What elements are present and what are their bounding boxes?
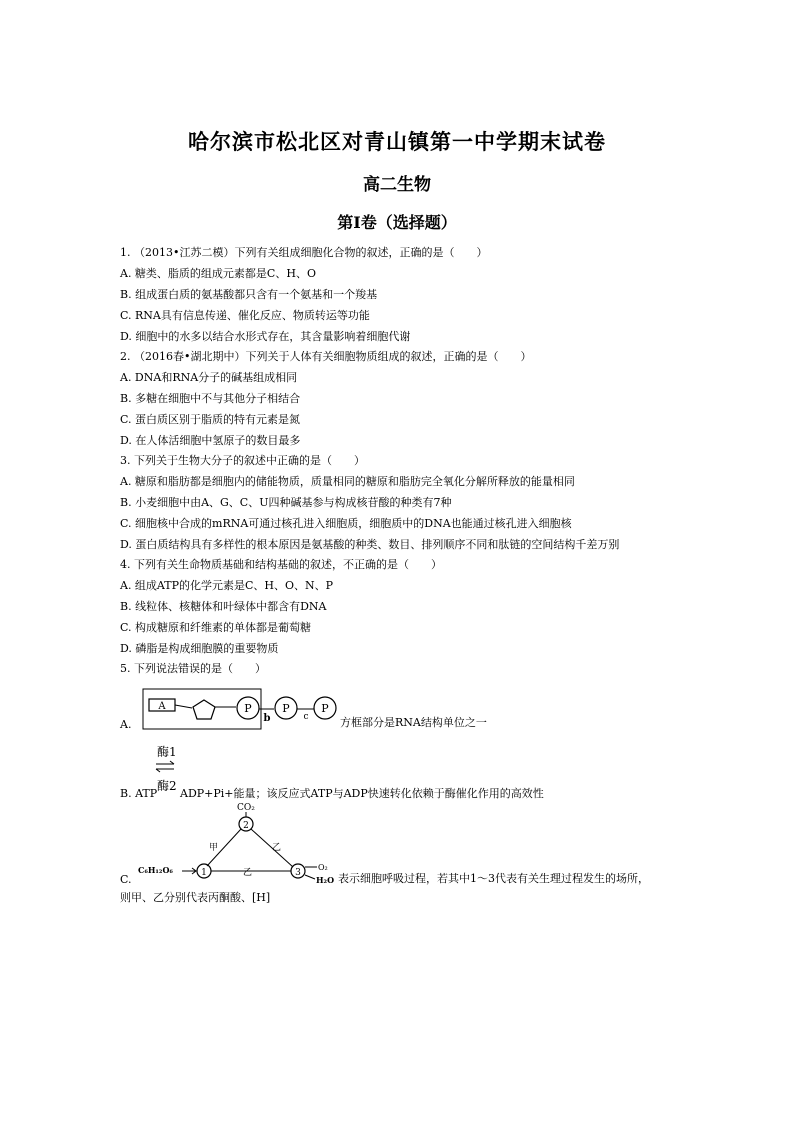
question-2-stem: 2. （2016春•湖北期中）下列关于人体有关细胞物质组成的叙述，正确的是（ ）: [120, 350, 532, 363]
bond-b-label: b: [263, 713, 271, 724]
question-3-stem: 3. 下列关于生物大分子的叙述中正确的是（ ）: [120, 454, 365, 467]
question-5-option-c-text-cont: 则甲、乙分别代表丙酮酸、[H]: [120, 891, 271, 904]
section-title: 第I卷（选择题）: [337, 213, 457, 232]
question-4-option-c: C. 构成糖原和纤维素的单体都是葡萄糖: [120, 621, 312, 634]
svg-text:1: 1: [201, 868, 207, 878]
respiration-diagram: [135, 800, 343, 886]
question-3-option-b: B. 小麦细胞中由A、G、C、U四种碱基参与构成核苷酸的种类有7种: [120, 496, 452, 509]
question-5-stem: 5. 下列说法错误的是（ ）: [120, 662, 266, 675]
question-1-option-b: B. 组成蛋白质的氨基酸都只含有一个氨基和一个羧基: [120, 288, 378, 301]
school-title: 哈尔滨市松北区对青山镇第一中学期末试卷: [188, 129, 606, 154]
enzyme-2-label: 酶2: [157, 779, 177, 793]
jia-label: 甲: [209, 843, 219, 853]
svg-text:P: P: [244, 702, 252, 715]
question-5-option-a-prefix: A.: [120, 718, 132, 731]
co2-label: CO₂: [237, 803, 255, 813]
question-4-option-d: D. 磷脂是构成细胞膜的重要物质: [120, 642, 279, 655]
yi-label-lower: 乙: [243, 868, 253, 878]
question-2-option-a: A. DNA和RNA分子的碱基组成相同: [120, 371, 298, 384]
question-4-option-b: B. 线粒体、核糖体和叶绿体中都含有DNA: [120, 600, 327, 613]
question-1-option-a: A. 糖类、脂质的组成元素都是C、H、O: [120, 267, 316, 280]
question-3-option-c: C. 细胞核中合成的mRNA可通过核孔进入细胞质，细胞质中的DNA也能通过核孔进入细胞核: [120, 517, 572, 530]
question-1-stem: 1. （2013•江苏二模）下列有关组成细胞化合物的叙述，正确的是（ ）: [120, 246, 488, 259]
question-1-option-c: C. RNA具有信息传递、催化反应、物质转运等功能: [120, 309, 370, 322]
question-5-option-c-prefix: C.: [120, 873, 132, 886]
question-4-stem: 4. 下列有关生命物质基础和结构基础的叙述，不正确的是（ ）: [120, 558, 442, 571]
bond-c-label: c: [303, 712, 309, 722]
nucleotide-diagram: [142, 688, 347, 734]
yi-label-upper: 乙: [272, 843, 282, 853]
subject-title: 高二生物: [363, 175, 431, 195]
question-2-option-d: D. 在人体活细胞中氢原子的数目最多: [120, 434, 301, 447]
question-3-option-a: A. 糖原和脂肪都是细胞内的储能物质，质量相同的糖原和脂肪完全氧化分解所释放的能量相同: [120, 475, 575, 488]
question-2-option-c: C. 蛋白质区别于脂质的特有元素是氮: [120, 413, 301, 426]
question-2-option-b: B. 多糖在细胞中不与其他分子相结合: [120, 392, 301, 405]
question-5-option-c-text: 表示细胞呼吸过程，若其中1～3代表有关生理过程发生的场所，: [338, 872, 649, 885]
question-3-option-d: D. 蛋白质结构具有多样性的根本原因是氨基酸的种类、数目、排列顺序不同和肽链的空间结构千差万别: [120, 538, 620, 551]
base-label: A: [158, 701, 166, 712]
h2o-label: H₂O: [316, 875, 335, 885]
question-1-option-d: D. 细胞中的水多以结合水形式存在，其含量影响着细胞代谢: [120, 330, 411, 343]
glucose-label: C₆H₁₂O₆: [138, 865, 173, 875]
question-4-option-a: A. 组成ATP的化学元素是C、H、O、N、P: [120, 579, 334, 592]
question-5-option-a-text: 方框部分是RNA结构单位之一: [340, 716, 487, 729]
svg-text:3: 3: [295, 868, 301, 878]
o2-label: O₂: [318, 863, 328, 872]
enzyme-1-label: 酶1: [157, 745, 177, 759]
pentose-shape: [193, 700, 215, 719]
svg-text:2: 2: [243, 821, 249, 831]
question-5-option-b-text: ADP+Pi+能量；该反应式ATP与ADP快速转化依赖于酶催化作用的高效性: [180, 787, 544, 800]
svg-text:P: P: [321, 702, 329, 715]
question-5-option-b-prefix: B. ATP: [120, 787, 158, 800]
svg-text:P: P: [282, 702, 290, 715]
